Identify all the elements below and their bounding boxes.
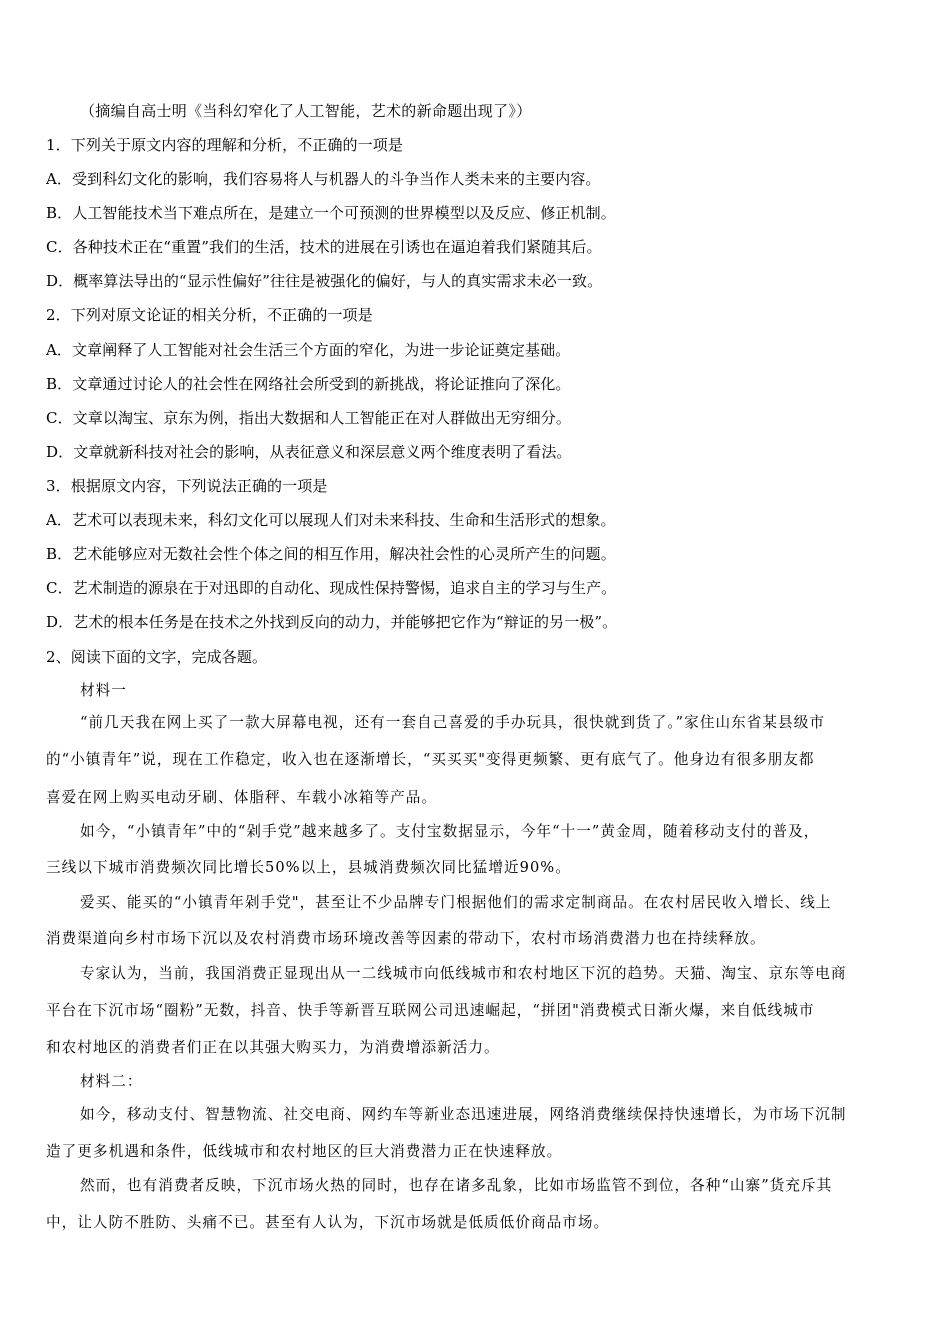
question-2-option-c: C．文章以淘宝、京东为例，指出大数据和人工智能正在对人群做出无穷细分。 — [46, 409, 571, 427]
question-1-option-a: A．受到科幻文化的影响，我们容易将人与机器人的斗争当作人类未来的主要内容。 — [46, 170, 601, 188]
material-1-paragraph-4-line-3: 和农村地区的消费者们正在以其强大购买力，为消费增添新活力。 — [46, 1039, 500, 1056]
material-1-paragraph-3-line-1: 爱买、能买的“小镇青年剁手党"，甚至让不少品牌专门根据他们的需求定制商品。在农村居民收入增长、线上 — [80, 894, 832, 911]
material-2-paragraph-2-line-2: 中，让人防不胜防、头痛不已。甚至有人认为，下沉市场就是低质低价商品市场。 — [46, 1214, 610, 1231]
question-1-option-b: B．人工智能技术当下难点所在，是建立一个可预测的世界模型以及反应、修正机制。 — [46, 204, 616, 222]
material-1-title: 材料一 — [80, 682, 127, 699]
question-1-stem: 1．下列关于原文内容的理解和分析，不正确的一项是 — [46, 136, 403, 154]
material-1-paragraph-2-line-2: 三线以下城市消费频次同比增长50%以上，县城消费频次同比猛增近90%。 — [46, 859, 571, 876]
section-2-heading: 2、阅读下面的文字，完成各题。 — [46, 648, 268, 666]
question-3-option-b: B．艺术能够应对无数社会性个体之间的相互作用，解决社会性的心灵所产生的问题。 — [46, 545, 616, 563]
material-1-paragraph-1-line-3: 喜爱在网上购买电动牙刷、体脂秤、车载小冰箱等产品。 — [46, 789, 438, 806]
question-3-option-c: C．艺术制造的源泉在于对迅即的自动化、现成性保持警惕，追求自主的学习与生产。 — [46, 579, 617, 597]
material-1-paragraph-1-line-2: 的“小镇青年”说，现在工作稳定，收入也在逐渐增长，“买买买"变得更频繁、更有底气了。他身边有很多朋友都 — [46, 751, 815, 768]
question-3-stem: 3．根据原文内容，下列说法正确的一项是 — [46, 477, 328, 495]
question-3-option-d: D．艺术的根本任务是在技术之外找到反向的动力，并能够把它作为“辩证的另一极”。 — [46, 613, 618, 631]
question-2-stem: 2．下列对原文论证的相关分析，不正确的一项是 — [46, 306, 373, 324]
material-2-title: 材料二： — [80, 1073, 143, 1090]
question-3-option-a: A．艺术可以表现未来，科幻文化可以展现人们对未来科技、生命和生活形式的想象。 — [46, 511, 616, 529]
question-1-option-d: D．概率算法导出的“显示性偏好”往往是被强化的偏好，与人的真实需求未必一致。 — [46, 272, 603, 290]
question-2-option-d: D．文章就新科技对社会的影响，从表征意义和深层意义两个维度表明了看法。 — [46, 443, 572, 461]
source-citation: （摘编自高士明《当科幻窄化了人工智能，艺术的新命题出现了》） — [80, 102, 532, 120]
question-1-option-c: C．各种技术正在“重置”我们的生活，技术的进展在引诱也在逼迫着我们紧随其后。 — [46, 238, 602, 256]
material-2-paragraph-2-line-1: 然而，也有消费者反映，下沉市场火热的同时，也存在诸多乱象，比如市场监管不到位，各种“山寨”货充斥其 — [80, 1177, 833, 1194]
question-2-option-b: B．文章通过讨论人的社会性在网络社会所受到的新挑战，将论证推向了深化。 — [46, 375, 571, 393]
material-2-paragraph-1-line-2: 造了更多机遇和条件，低线城市和农村地区的巨大消费潜力正在快速释放。 — [46, 1143, 563, 1160]
material-2-paragraph-1-line-1: 如今，移动支付、智慧物流、社交电商、网约车等新业态迅速进展，网络消费继续保持快速增长，为市场下沉制 — [80, 1106, 847, 1123]
material-1-paragraph-4-line-2: 平台在下沉市场“圈粉”无数，抖音、快手等新晋互联网公司迅速崛起，“拼团"消费模式日渐火爆，来自低线城市 — [46, 1002, 815, 1019]
material-1-paragraph-4-line-1: 专家认为，当前，我国消费正显现出从一二线城市向低线城市和农村地区下沉的趋势。天猫、淘宝、京东等电商 — [80, 965, 847, 982]
material-1-paragraph-3-line-2: 消费渠道向乡村市场下沉以及农村消费市场环境改善等因素的带动下，农村市场消费潜力也在持续释放。 — [46, 930, 766, 947]
question-2-option-a: A．文章阐释了人工智能对社会生活三个方面的窄化，为进一步论证奠定基础。 — [46, 341, 571, 359]
material-1-paragraph-2-line-1: 如今，“小镇青年”中的“剁手党”越来越多了。支付宝数据显示，今年“十一”黄金周，随着移动支付的普及， — [80, 823, 820, 840]
material-1-paragraph-1-line-1: “前几天我在网上买了一款大屏幕电视，还有一套自己喜爱的手办玩具，很快就到货了。”家住山东省某县级市 — [80, 714, 825, 731]
